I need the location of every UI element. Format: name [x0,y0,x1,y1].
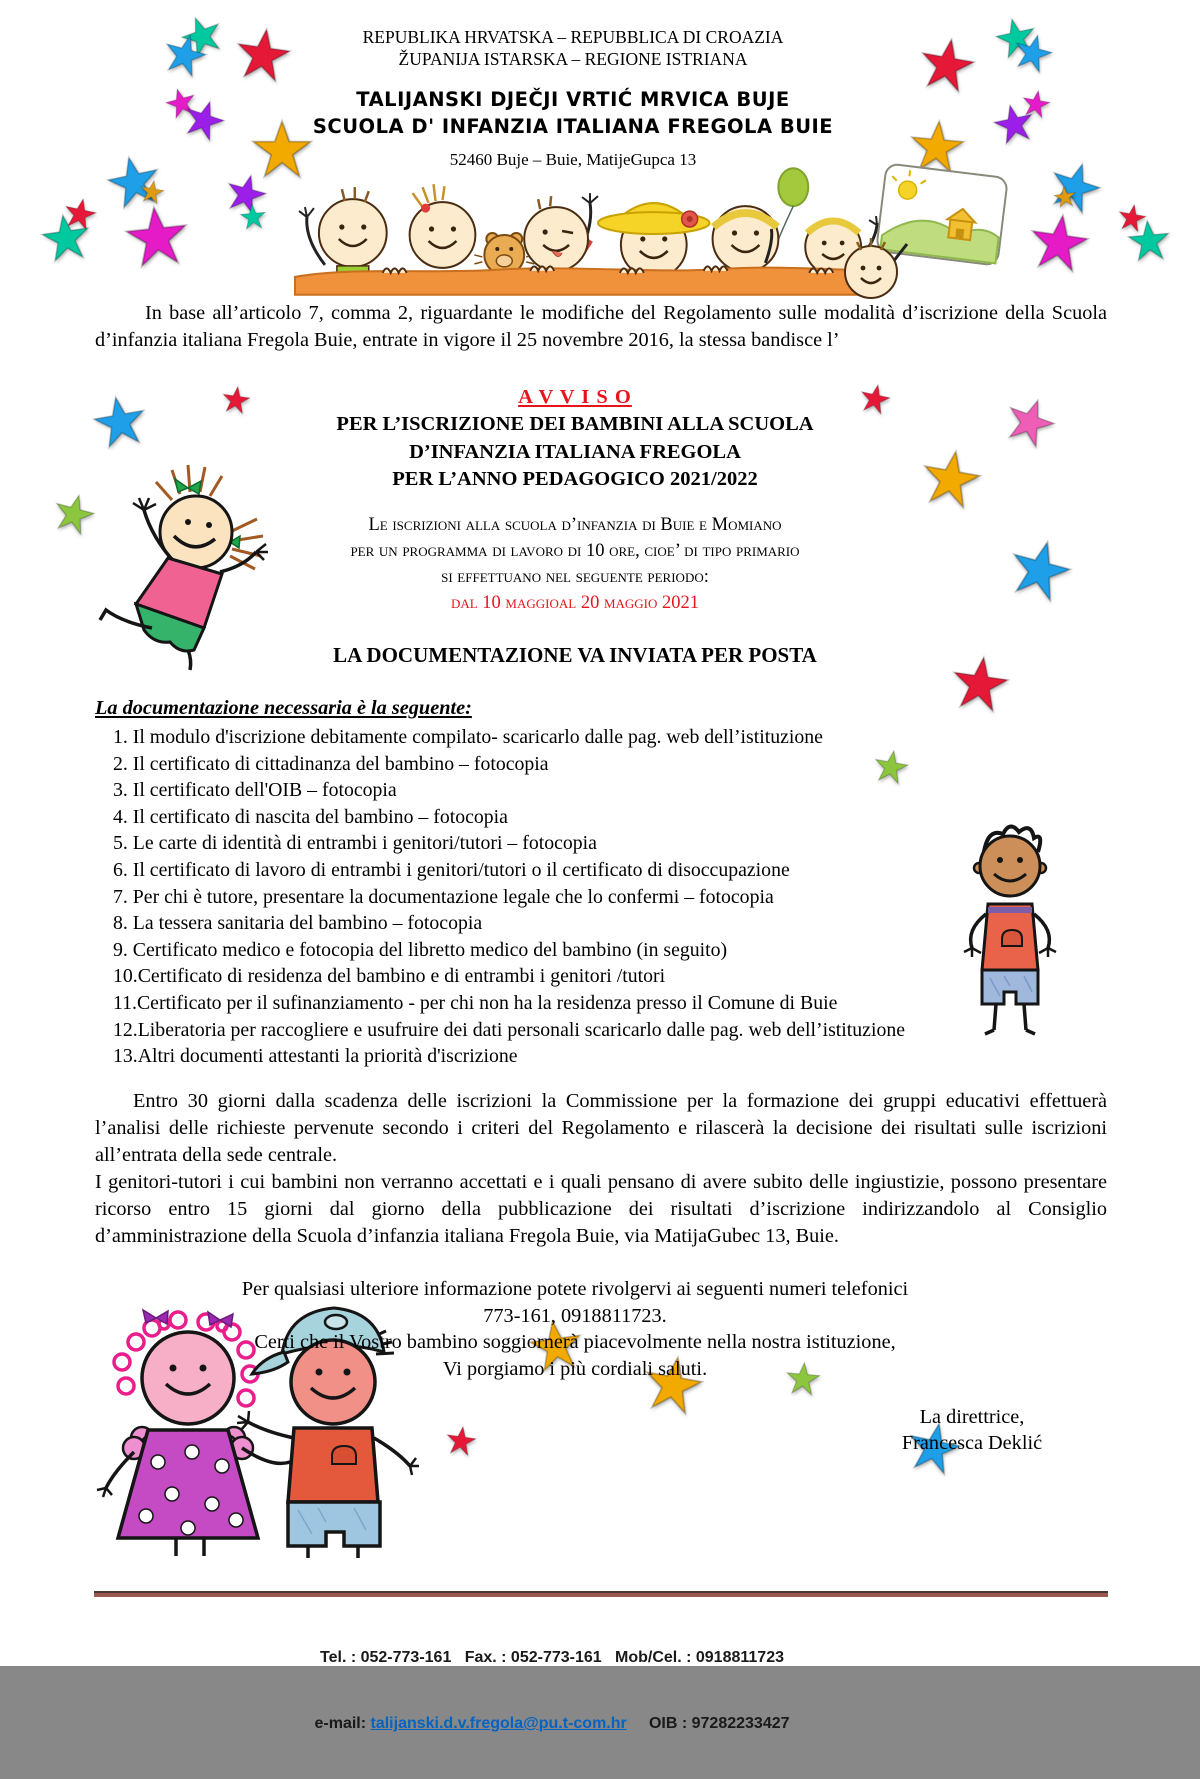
footer-email-label: e-mail: [314,1715,371,1732]
footer-email-line [0,1713,1104,1735]
email-link[interactable]: talijanski.d.v.fregola@pu.t-com.hr [370,1715,627,1732]
star-icon [123,203,191,271]
info-line-4: Vi porgiamo i più cordiali saluti. [442,1357,708,1380]
address-line: 52460 Buje – Buie, MatijeGupca 13 [449,150,697,169]
info-line-2: 773-161, 0918811723. [483,1304,667,1327]
notice-line-1: PER L’ISCRIZIONE DEI BAMBINI ALLA SCUOLA [336,413,814,436]
star-icon [444,1424,478,1458]
enrollment-period-line-2: per un programma di lavoro di 10 ore, cioe’ di tipo primario [350,541,800,561]
document-item: 2. Il certificato di cittadinanza del bambino – fotocopia [113,752,549,775]
document-item: 11.Certificato per il sufinanziamento - per chi non ha la residenza presso il Comune di Buie [113,991,838,1014]
school-name-hr: TALIJANSKI DJEČJI VRTIĆ MRVICA BUJE [356,88,790,111]
enrollment-period-line-3: si effettuano nel seguente periodo: [441,567,709,587]
document-item: 7. Per chi è tutore, presentare la documentazione legale che lo confermi – fotocopia [113,885,774,908]
info-line-3: Certi che il Vostro bambino soggiornerà piacevolmente nella nostra istituzione, [254,1331,896,1354]
signature-name: Francesca Deklić [901,1431,1043,1454]
star-icon [1026,210,1092,276]
star-icon [239,203,267,231]
mail-notice: LA DOCUMENTAZIONE VA INVIATA PER POSTA [333,643,817,667]
signature-role: La direttrice, [919,1406,1025,1428]
enrollment-period-line-1: Le iscrizioni alla scuola d’infanzia di Buie e Momiano [368,515,782,535]
notice-line-2: D’INFANZIA ITALIANA FREGOLA [409,440,741,463]
document-item: 9. Certificato medico e fotocopia del libretto medico del bambino (in seguito) [113,938,728,961]
appeal-paragraph: I genitori-tutori i cui bambini non verranno accettati e i quali pensano di avere subito delle ingiustizie, possono presentare ricorso entro 15 giorni dal giorno della pubblicazione dei risultati d’iscrizione indirizzandolo al Consiglio d’amministrazione della Scuola d’infanzia italiana Fregola Buie, via MatijaGubec 13, Buie. [95,1171,1107,1247]
document-item: 3. Il certificato dell'OIB – fotocopia [113,779,397,802]
document-item: 6. Il certificato di lavoro di entrambi i genitori/tutori o il certificato di disoccupazione [113,858,790,881]
intro-paragraph: In base all’articolo 7, comma 2, riguardante le modifiche del Regolamento sulle modalità d’iscrizione della Scuola d’infanzia italiana Fregola Buie, entrate in vigore il 25 novembre 2016, la stessa bandisce l’ [95,302,1107,351]
documents-heading: La documentazione necessaria è la seguente: [95,697,472,719]
document-item: 1. Il modulo d'iscrizione debitamente compilato- scaricarlo dalle pag. web dell’istituzione [113,726,823,748]
document-item: 12.Liberatoria per raccogliere e usufruire dei dati personali scaricarlo dalle pag. web dell’istituzione [113,1018,906,1041]
header-country-line: REPUBLIKA HRVATSKA – REPUBBLICA DI CROAZIA [362,27,784,47]
enrollment-period-dates: dal 10 maggioal 20 maggio 2021 [450,593,700,613]
poster-kid-illustration [843,168,1013,300]
notice-line-3: PER L’ANNO PEDAGOGICO 2021/2022 [392,468,758,491]
document-item: 4. Il certificato di nascita del bambino – fotocopia [113,805,508,828]
notice-title: A V V I S O [518,386,632,408]
footer-rule [94,1591,1108,1597]
star-icon [138,178,166,206]
document-item: 13.Altri documenti attestanti la priorità d'iscrizione [113,1045,518,1068]
document-item: 8. La tessera sanitaria del bambino – fotocopia [113,912,483,935]
star-icon [1053,185,1078,210]
document-item: 10.Certificato di residenza del bambino e di entrambi i genitori /tutori [113,965,666,988]
children-banner-illustration [295,169,883,295]
header-region-line: ŽUPANIJA ISTARSKA – REGIONE ISTRIANA [398,49,748,69]
school-name-it: SCUOLA D' INFANZIA ITALIANA FREGOLA BUIE [312,115,834,138]
deadline-paragraph: Entro 30 giorni dalla scadenza delle iscrizioni la Commissione per la formazione dei gruppi educativi effettuerà l’analisi delle richieste pervenute secondo i criteri del Regolamento e rilascerà la decisione dei risultati sulle iscrizioni all’entrata della sede centrale. [95,1090,1107,1166]
star-icon [39,211,93,265]
footer-contacts: Tel. : 052-773-161 Fax. : 052-773-161 Mob/Cel. : 0918811723 [320,1649,784,1666]
info-line-1: Per qualsiasi ulteriore informazione potete rivolgervi ai seguenti numeri telefonici [241,1278,909,1300]
document-item: 5. Le carte di identità di entrambi i genitori/tutori – fotocopia [113,832,597,855]
footer-oib: OIB : 97282233427 [626,1715,790,1732]
star-icon [1126,218,1172,264]
